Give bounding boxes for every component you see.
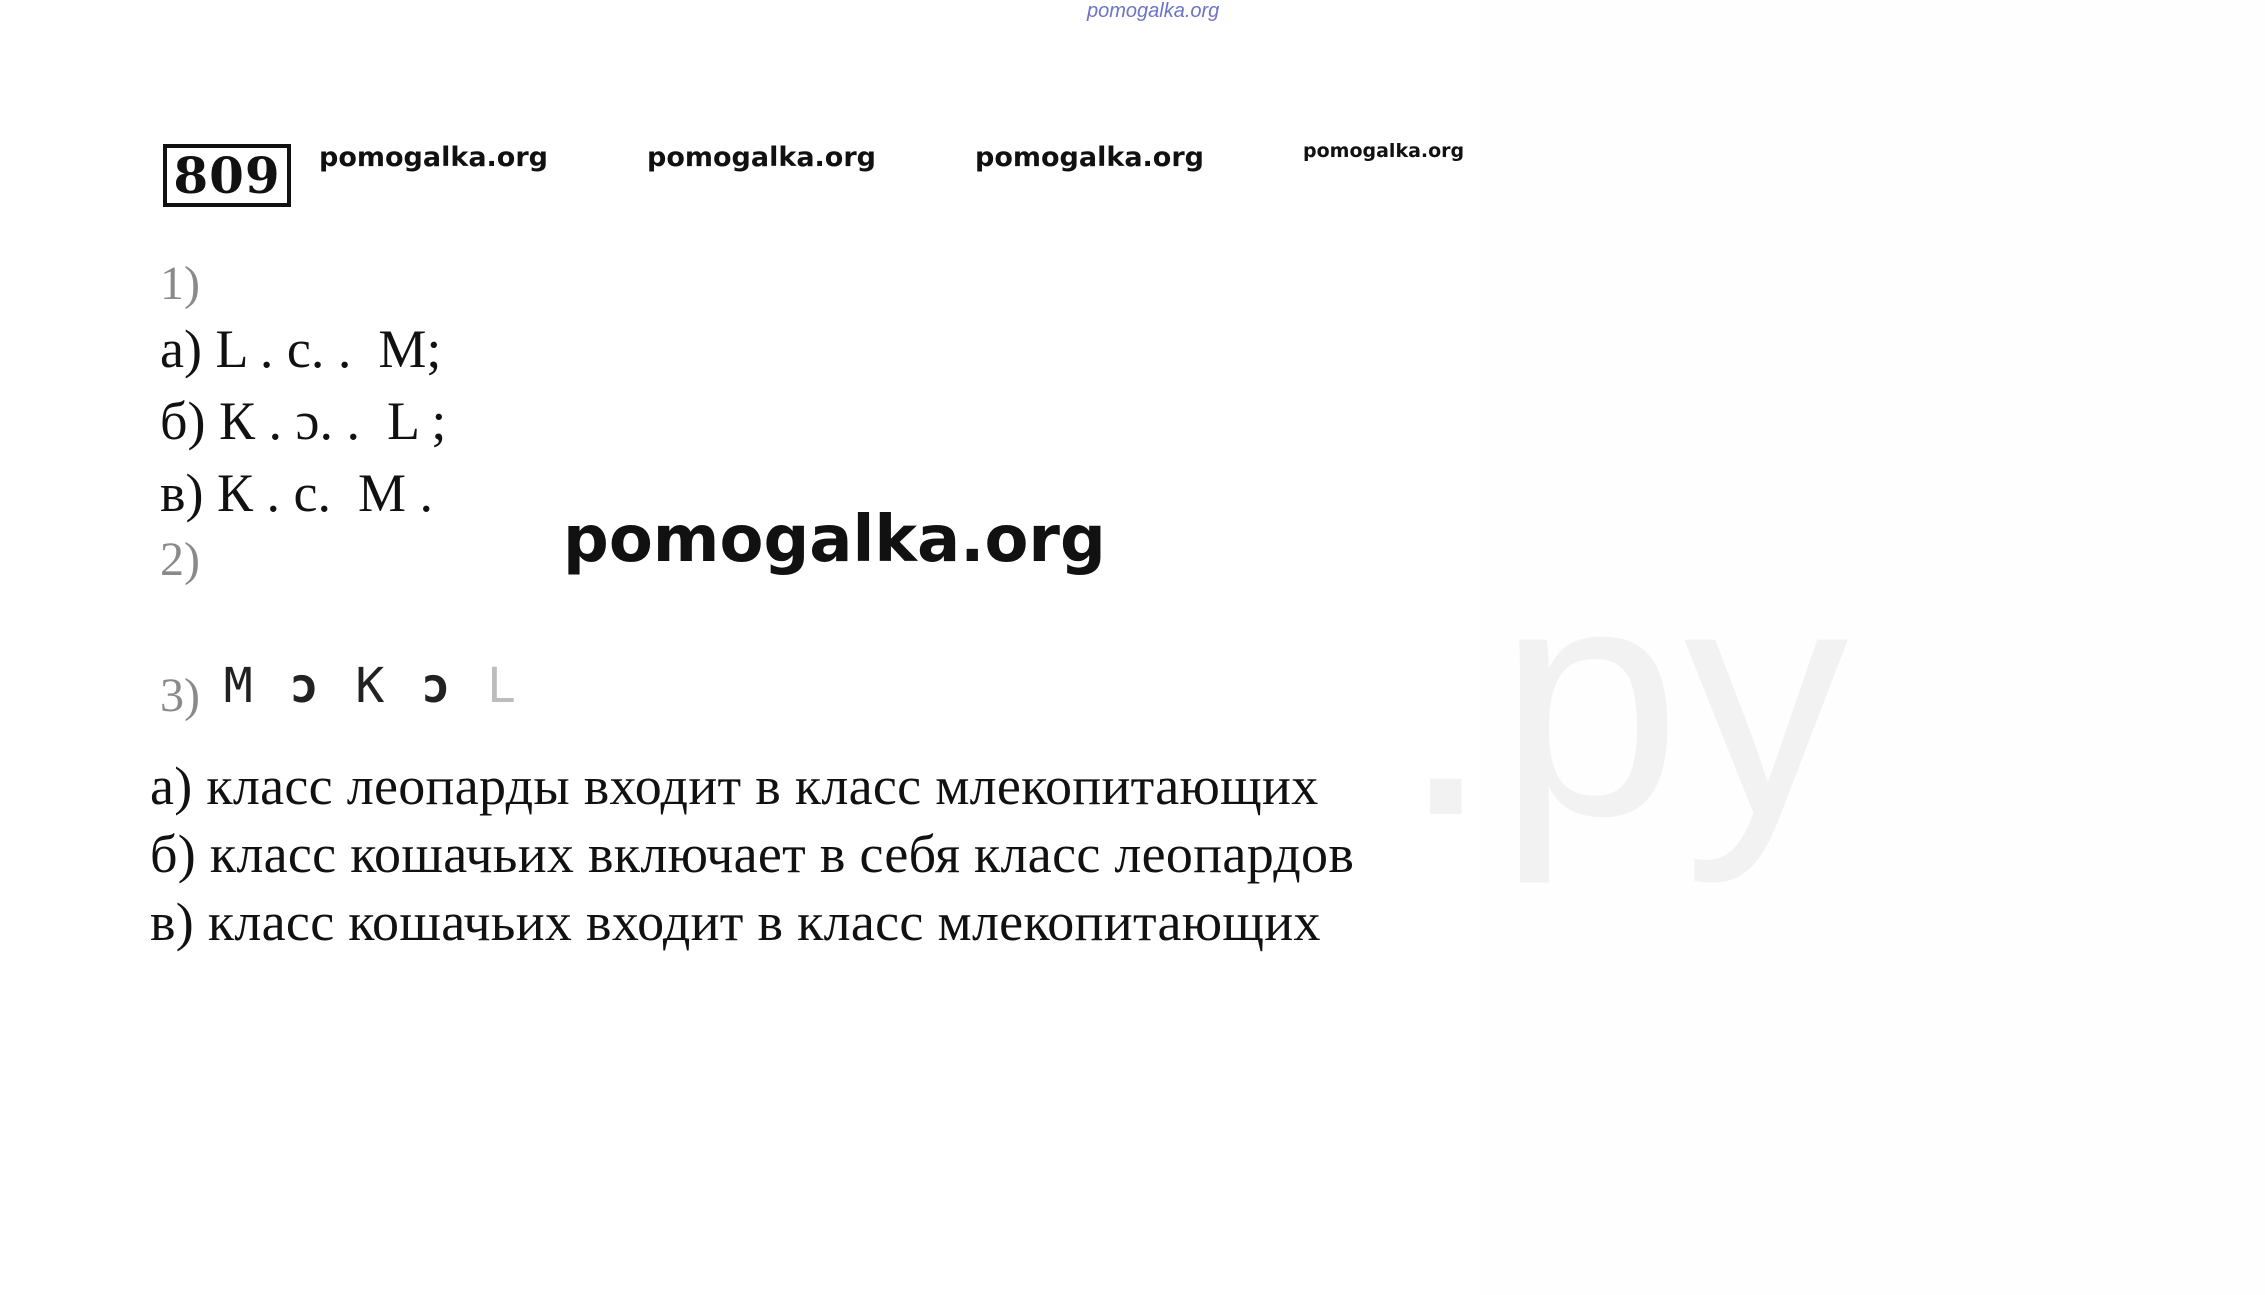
operator-1: ɔ: [289, 658, 323, 714]
part2-sequence: [158, 602, 520, 714]
part3-sentence-b: б) класс кошачьих включает в себя класс леопардов: [150, 824, 1355, 884]
part1-line-c: в) К . с. M .: [160, 463, 433, 523]
part3-sentence-c: в) класс кошачьих входит в класс млекопитающих: [150, 892, 1321, 952]
watermark-3: pomogalka.org: [975, 142, 1204, 173]
part2-marker: 2): [160, 533, 200, 586]
watermark-4: pomogalka.org: [1303, 140, 1465, 162]
ghost-watermark: .ру: [1400, 515, 1855, 884]
set-l: L: [487, 658, 520, 714]
set-k: K: [355, 658, 389, 714]
part1-line-a: а) L . с. . M;: [160, 319, 442, 379]
problem-number: 809: [163, 144, 291, 207]
watermark-2: pomogalka.org: [647, 142, 876, 173]
set-m: M: [223, 658, 257, 714]
part3-marker: 3): [160, 669, 200, 722]
center-watermark: pomogalka.org: [563, 503, 1106, 577]
part1-line-b: б) К . ɔ. . L ;: [160, 391, 447, 451]
watermark-1: pomogalka.org: [319, 142, 548, 173]
top-watermark: pomogalka.org: [1087, 0, 1220, 22]
part1-marker: 1): [160, 257, 200, 310]
operator-2: ɔ: [421, 658, 455, 714]
part3-sentence-a: а) класс леопарды входит в класс млекопитающих: [150, 756, 1319, 816]
